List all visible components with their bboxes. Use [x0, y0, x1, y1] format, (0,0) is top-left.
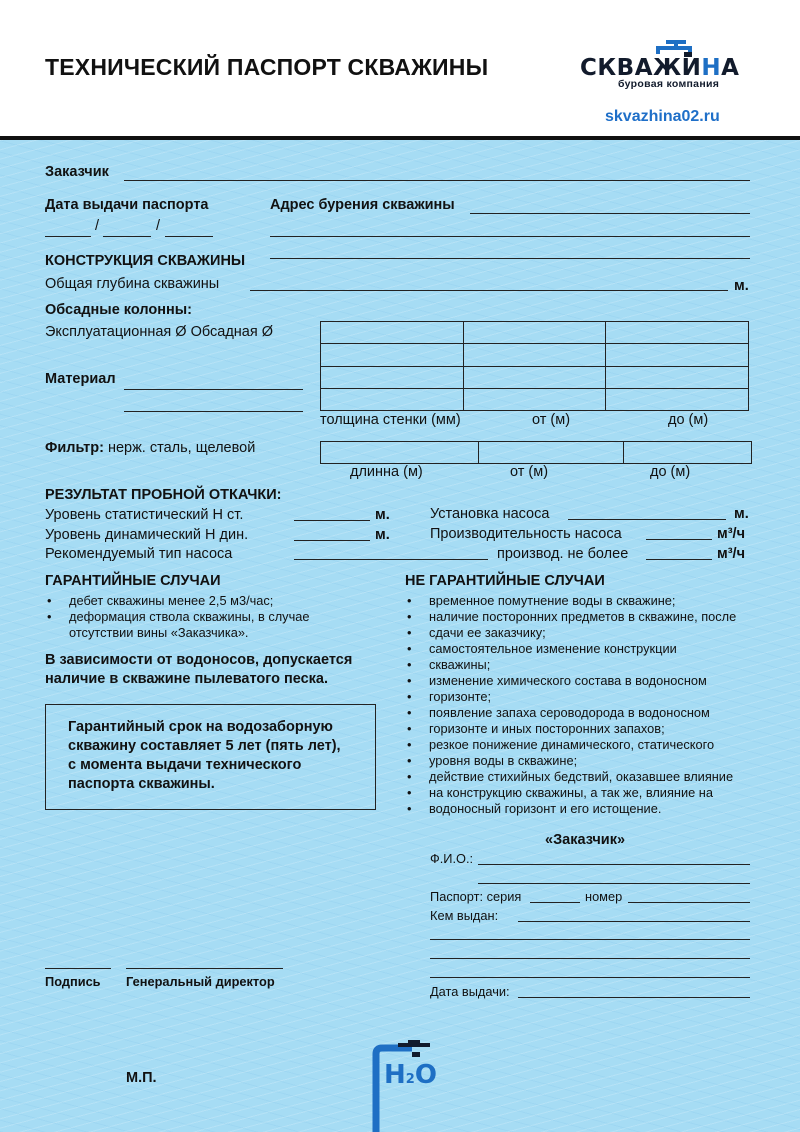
issue-year-field[interactable]: [165, 236, 213, 237]
customer-label: Заказчик: [45, 164, 109, 180]
list-item: • появление запаха сероводорода в водоносном: [405, 705, 765, 721]
dynamic-level-field[interactable]: [294, 540, 370, 541]
date-slash: /: [156, 218, 161, 234]
issued-by-field-line[interactable]: [430, 958, 750, 959]
signature-field[interactable]: [45, 968, 111, 969]
from-label: от (м): [532, 412, 571, 428]
logo-word-end: А: [721, 55, 740, 81]
warranty-text: паспорта скважины.: [68, 776, 215, 792]
website-link[interactable]: skvazhina02.ru: [605, 108, 720, 125]
table-cell[interactable]: [624, 442, 752, 464]
table-cell[interactable]: [606, 322, 749, 344]
perf-max-field[interactable]: [646, 559, 712, 560]
list-item: • резкое понижение динамического, статического: [405, 737, 765, 753]
material-label: Материал: [45, 371, 116, 387]
filter-type: нерж. сталь, щелевой: [103, 440, 256, 456]
sand-note-line: наличие в скважине пылеватого песка.: [45, 671, 329, 687]
wall-thickness-label: толщина стенки (мм): [320, 412, 461, 428]
sand-note: В зависимости от водоносов, допускается: [45, 652, 353, 668]
unit-meters: м.: [375, 507, 390, 523]
fio-field[interactable]: [478, 864, 750, 865]
passport-number-field[interactable]: [628, 902, 750, 903]
director-label: Генеральный директор: [126, 974, 275, 989]
list-item-continuation: • на конструкцию скважины, а так же, влияние на: [405, 785, 765, 801]
address-label: Адрес бурения скважины: [270, 197, 455, 213]
h2o-subscript: 2: [405, 1072, 415, 1087]
list-item-continuation: • горизонте и иных посторонних запахов;: [405, 721, 765, 737]
casing-table: [320, 321, 749, 411]
depth-label: Общая глубина скважины: [45, 276, 220, 292]
guarantee-list: [45, 593, 310, 625]
pump-install-label: Установка насоса: [430, 506, 550, 522]
list-item: • изменение химического состава в водоносном: [405, 673, 765, 689]
to-label: до (м): [650, 464, 691, 480]
header: [0, 0, 800, 138]
table-cell[interactable]: [463, 322, 606, 344]
list-item-continuation: • уровня воды в скважине;: [405, 753, 765, 769]
pump-perf-label: Производительность насоса: [430, 526, 622, 542]
stamp-label: М.П.: [126, 1070, 157, 1086]
passport-series-field[interactable]: [530, 902, 580, 903]
passport-date-field[interactable]: [518, 997, 750, 998]
non-guarantee-list: [405, 593, 765, 817]
static-level-label: Уровень статистический H ст.: [45, 507, 244, 523]
list-item-continuation: • скважины;: [405, 657, 765, 673]
pump-perf-field[interactable]: [646, 539, 712, 540]
static-level-field[interactable]: [294, 520, 370, 521]
construction-heading: КОНСТРУКЦИЯ СКВАЖИНЫ: [45, 253, 246, 269]
table-cell[interactable]: [321, 388, 464, 410]
list-item-continuation: [405, 625, 765, 641]
depth-field[interactable]: [250, 290, 728, 291]
warranty-text: Гарантийный срок на водозаборную: [68, 719, 333, 735]
filter-bold: Фильтр:: [45, 440, 104, 456]
warranty-box: [45, 704, 376, 810]
from-label: от (м): [510, 464, 549, 480]
issue-month-field[interactable]: [103, 236, 151, 237]
filter-label: [45, 440, 255, 456]
list-item: • самостоятельное изменение конструкции: [405, 641, 765, 657]
unit-m3h: м³/ч: [717, 526, 746, 542]
list-item: • наличие посторонних предметов в скважине, после: [405, 609, 765, 625]
signature-label: Подпись: [45, 974, 101, 989]
table-cell[interactable]: [321, 322, 464, 344]
filter-table: [320, 441, 752, 464]
passport-series-label: Паспорт: серия: [430, 889, 522, 904]
non-guarantee-heading: НЕ ГАРАНТИЙНЫЕ СЛУЧАИ: [405, 573, 605, 589]
table-cell[interactable]: [606, 388, 749, 410]
warranty-text: скважину составляет 5 лет (пять лет),: [68, 738, 341, 754]
fio-field-line[interactable]: [478, 883, 750, 884]
list-item-text: сдачи ее заказчику;: [429, 625, 546, 640]
list-item: • действие стихийных бедствий, оказавшее влияние: [405, 769, 765, 785]
unit-meters: м.: [734, 278, 749, 294]
guarantee-heading: ГАРАНТИЙНЫЕ СЛУЧАИ: [45, 573, 221, 589]
address-field[interactable]: [470, 213, 750, 214]
customer-field[interactable]: [124, 180, 750, 181]
company-logo: [578, 38, 740, 94]
casing-heading: Обсадные колонны:: [45, 302, 192, 318]
table-cell[interactable]: [606, 366, 749, 388]
h2o-logo: [368, 1038, 438, 1132]
form-sheet: [0, 140, 800, 1132]
issued-by-label: Кем выдан:: [430, 908, 499, 923]
h2o-h: H: [384, 1060, 406, 1090]
passport-number-label: номер: [585, 889, 623, 904]
logo-word: СКВАЖИ: [580, 55, 702, 81]
perf-max-label: производ. не более: [497, 546, 629, 562]
list-item: • дебет скважины менее 2,5 м3/час;: [45, 593, 310, 609]
issue-date-label: Дата выдачи паспорта: [45, 197, 209, 213]
unit-m3h: м³/ч: [717, 546, 746, 562]
length-label: длинна (м): [350, 464, 423, 480]
casing-types-label: Эксплуатационная Ø Обсадная Ø: [45, 324, 274, 340]
test-heading: РЕЗУЛЬТАТ ПРОБНОЙ ОТКАЧКИ:: [45, 487, 282, 503]
warranty-text: с момента выдачи технического: [68, 757, 302, 773]
to-label: до (м): [668, 412, 709, 428]
unit-meters: м.: [375, 527, 390, 543]
table-cell[interactable]: [606, 344, 749, 366]
unit-meters: м.: [734, 506, 749, 522]
logo-subtitle: буровая компания: [618, 78, 720, 90]
issue-day-field[interactable]: [45, 236, 91, 237]
table-cell[interactable]: [479, 442, 624, 464]
table-cell[interactable]: [321, 366, 464, 388]
issued-by-field-line[interactable]: [430, 939, 750, 940]
list-item-continuation: отсутствии вины «Заказчика».: [69, 625, 249, 640]
h2o-o: O: [414, 1060, 437, 1090]
list-item: • временное помутнение воды в скважине;: [405, 593, 765, 609]
table-cell[interactable]: [463, 344, 606, 366]
material-field-line[interactable]: [124, 411, 303, 412]
page-title: ТЕХНИЧЕСКИЙ ПАСПОРТ СКВАЖИНЫ: [45, 54, 489, 80]
issued-by-field-line[interactable]: [430, 977, 750, 978]
date-slash: /: [95, 218, 100, 234]
pump-install-field[interactable]: [568, 519, 726, 520]
list-item-continuation: • водоносный горизонт и его истощение.: [405, 801, 765, 817]
dynamic-level-label: Уровень динамический H дин.: [45, 527, 249, 543]
issued-by-field[interactable]: [518, 921, 750, 922]
table-cell[interactable]: [321, 442, 479, 464]
table-cell[interactable]: [321, 344, 464, 366]
fio-label: Ф.И.О.:: [430, 851, 474, 866]
pump-type-field[interactable]: [294, 559, 488, 560]
customer-block-heading: «Заказчик»: [545, 832, 626, 848]
list-item-continuation: • горизонте;: [405, 689, 765, 705]
list-item: • деформация ствола скважины, в случае: [45, 609, 310, 625]
table-cell[interactable]: [463, 366, 606, 388]
address-field-line[interactable]: [270, 258, 750, 259]
material-field[interactable]: [124, 389, 303, 390]
address-field-line[interactable]: [270, 236, 750, 237]
passport-date-label: Дата выдачи:: [430, 984, 510, 999]
pump-type-label: Рекомендуемый тип насоса: [45, 546, 233, 562]
table-cell[interactable]: [463, 388, 606, 410]
director-field[interactable]: [126, 968, 283, 969]
logo-word-accent: Н: [701, 55, 722, 81]
